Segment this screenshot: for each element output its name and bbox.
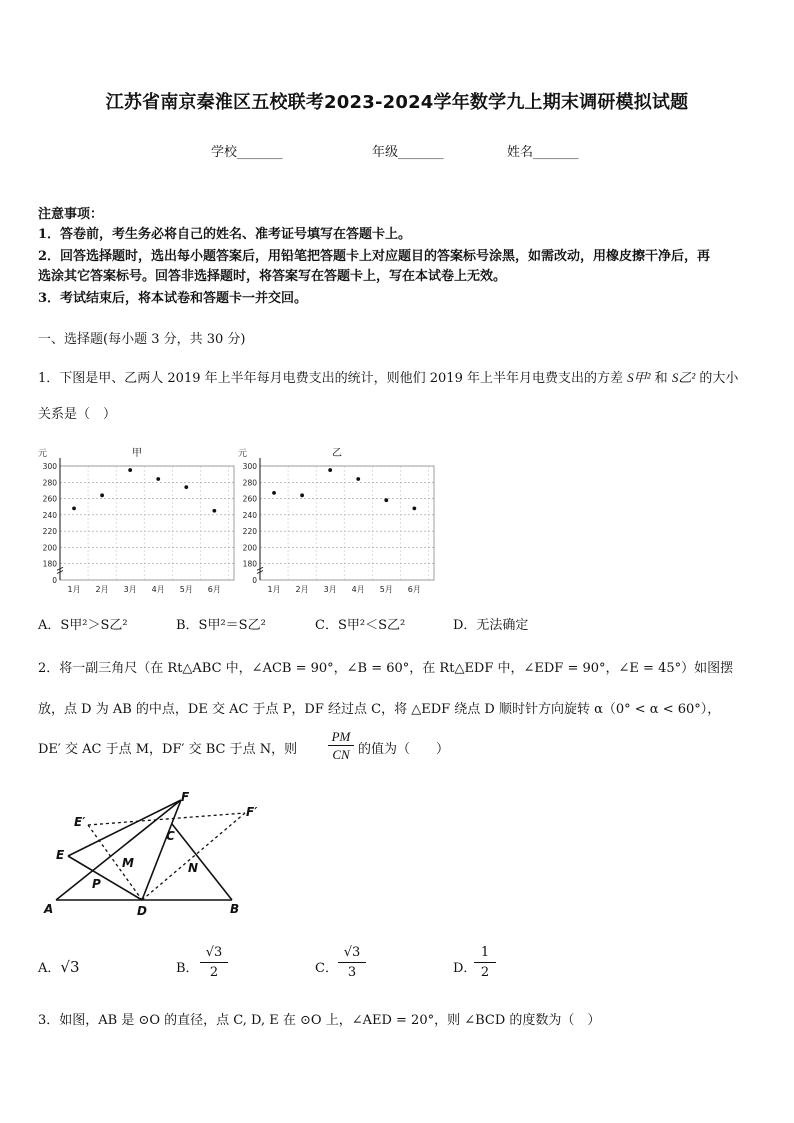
data-point [72,506,76,510]
label-e-prime: E′ [74,815,86,829]
chart-jia [36,442,246,600]
q2-option-d[interactable]: D． [453,961,477,976]
q2-option-b[interactable]: B． [176,961,199,976]
label-f: F [181,790,190,804]
y-tick-label: 180 [42,559,57,569]
y-tick-label: 220 [42,527,57,537]
data-point [356,477,360,481]
data-point [272,491,276,495]
plot-frame [260,466,434,580]
segment-d-f-prime [142,813,245,900]
notes-heading: 注意事项： [38,207,104,222]
q2-option-b-den: 2 [209,965,219,980]
q1-text [38,367,738,386]
data-point [100,493,104,497]
y-tick-label: 180 [242,559,257,569]
label-n: N [188,861,199,875]
grade-blank: _______ [398,145,444,160]
section-heading: 一、选择题(每小题 3 分，共 30 分) [38,332,246,347]
grade-field [372,141,444,160]
label-e: E [56,848,65,862]
data-point [128,468,132,472]
page-title: 江苏省南京秦淮区五校联考2023-2024学年数学九上期末调研模拟试题 [105,92,689,113]
q2-frac-den: CN [332,747,350,762]
q2-line-2: 放，点 D 为 AB 的中点，DE 交 AC 于点 P，DF 经过点 C，将 △EDF 绕点 D 顺时针方向旋转 α（0° < α < 60°）， [38,702,721,717]
data-point [212,509,216,513]
q1-option-c[interactable]: C．S甲²＜S乙² [315,618,406,633]
data-point [412,506,416,510]
q2-option-c-den: 3 [347,965,357,980]
y-tick-label: 280 [242,478,257,488]
chart-yi [236,442,446,600]
q1-s-yi: S乙² [671,370,696,385]
y-tick-label: 260 [42,494,57,504]
y-tick-label: 200 [242,543,257,553]
q1-option-a[interactable]: A．S甲²＞S乙² [38,618,128,633]
data-point [384,498,388,502]
name-blank: _______ [533,145,579,160]
grade-label: 年级 [372,145,399,160]
q1-text-b: 的大小 [699,371,739,386]
q1-s-jia: S甲² [627,370,651,385]
q1-and: 和 [654,371,668,386]
q2-option-c-num: √3 [338,944,366,963]
label-a: A [44,902,54,916]
note-2a: 2．回答选择题时，选出每小题答案后，用铅笔把答题卡上对应题目的答案标号涂黑，如需改动，用橡皮擦干净后，再 [38,249,711,264]
x-tick-label: 6月 [207,585,221,594]
x-tick-label: 2月 [295,585,309,594]
label-c: C [166,829,175,843]
label-m: M [122,856,134,870]
q2-line-3b: 的值为（ ） [358,742,450,757]
q2-option-c[interactable]: C． [315,961,338,976]
q2-option-d-num: 1 [474,944,496,963]
q2-line-1: 2．将一副三角尺（在 Rt△ABC 中，∠ACB = 90°，∠B = 60°，在 Rt△EDF 中，∠EDF = 90°，∠E = 45°）如图摆 [38,661,734,676]
y-tick-label: 200 [42,543,57,553]
q2-option-d-frac [474,944,496,983]
label-d: D [137,904,147,918]
note-3: 3．考试结束后，将本试卷和答题卡一并交回。 [38,291,308,306]
chart-ylabel: 元 [238,449,248,459]
x-tick-label: 5月 [179,585,193,594]
y-tick-label: 280 [42,478,57,488]
q1-text-c: 关系是（ ） [38,407,117,422]
x-tick-label: 4月 [151,585,165,594]
y-tick-label: 240 [242,510,257,520]
plot-frame [60,466,234,580]
school-field [211,141,283,160]
y-tick-label: 220 [242,527,257,537]
q2-frac-num: PM [328,729,354,746]
x-tick-label: 3月 [123,585,137,594]
data-point [156,477,160,481]
x-tick-label: 1月 [67,585,81,594]
q2-option-a[interactable] [38,957,80,976]
data-point [184,485,188,489]
q2-option-b-num: √3 [200,944,228,963]
x-tick-label: 1月 [267,585,281,594]
data-point [300,493,304,497]
chart-title: 乙 [332,448,342,459]
q2-option-a-value: √3 [60,958,80,976]
name-label: 姓名 [507,145,534,160]
x-tick-label: 2月 [95,585,109,594]
label-b: B [230,902,240,916]
q2-line-3a: DE′ 交 AC 于点 M，DF′ 交 BC 于点 N，则 [38,742,298,757]
chart-title: 甲 [132,448,142,459]
y-tick-label: 300 [242,462,257,471]
segment-e-prime-f-prime [88,813,245,825]
y-tick-label: 300 [42,462,57,471]
q1-option-d[interactable]: D．无法确定 [453,618,529,633]
segment-cb [172,824,232,900]
q2-diagram [38,788,270,918]
x-tick-label: 5月 [379,585,393,594]
label-p: P [92,877,101,891]
note-2b: 选涂其它答案标号。回答非选择题时，将答案写在答题卡上，写在本试卷上无效。 [38,269,507,284]
q2-option-b-frac [200,944,228,983]
q2-fraction [328,729,354,764]
chart-ylabel: 元 [38,449,48,459]
label-f-prime: F′ [246,805,258,819]
x-tick-label: 4月 [351,585,365,594]
school-blank: _______ [237,145,283,160]
x-tick-label: 6月 [407,585,421,594]
school-label: 学校 [211,145,238,160]
note-1: 1．答卷前，考生务必将自己的姓名、准考证号填写在答题卡上。 [38,227,412,242]
name-field [507,141,579,160]
q2-option-d-den: 2 [480,965,490,980]
q3-text: 3．如图，AB 是 ⊙O 的直径，点 C, D, E 在 ⊙O 上，∠AED = 20°，则 ∠BCD 的度数为（ ） [38,1013,601,1028]
data-point [328,468,332,472]
y-tick-label: 0 [52,576,57,585]
y-tick-label: 260 [242,494,257,504]
y-tick-label: 0 [252,576,257,585]
y-tick-label: 240 [42,510,57,520]
x-tick-label: 3月 [323,585,337,594]
q2-option-c-frac [338,944,366,983]
q1-text-a: 1．下图是甲、乙两人 2019 年上半年每月电费支出的统计，则他们 2019 年上半年月电费支出的方差 [38,371,623,386]
q2-option-a-prefix: A． [38,961,61,976]
q1-option-b[interactable]: B．S甲²＝S乙² [176,618,266,633]
